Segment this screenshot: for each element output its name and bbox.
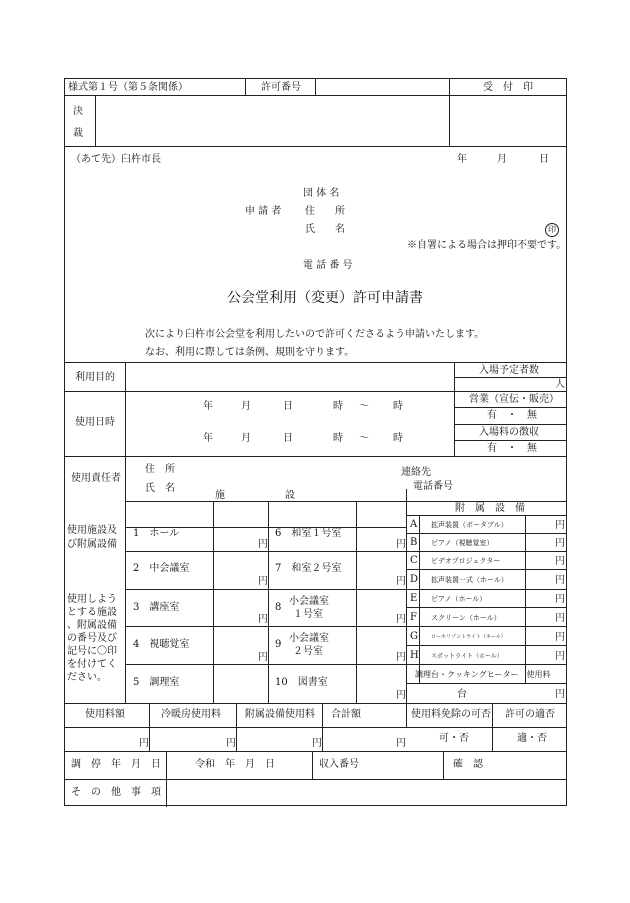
yen-mark: 円 [258, 652, 268, 663]
entry-fee-choice[interactable]: 有 ・ 無 [487, 443, 537, 454]
rule [125, 626, 566, 627]
rule [443, 751, 444, 779]
applicant-phone-label: 電 話 番 号 [303, 260, 353, 271]
rule [406, 533, 566, 534]
date-year: 年 [457, 154, 467, 165]
room-small-meeting-1-b: １号室 [293, 609, 323, 620]
facilities-note-3: 、附属設備 [67, 620, 117, 631]
rule [406, 569, 566, 570]
fee-equipment-label: 附属設備使用料 [245, 709, 315, 720]
permit-number-label: 許可番号 [261, 82, 301, 93]
business-choice[interactable]: 有 ・ 無 [487, 410, 537, 421]
rule [65, 703, 566, 704]
seal-note: ※自署による場合は押印不要です。 [407, 240, 567, 251]
facilities-note-4: の番号及び [67, 633, 117, 644]
rule [125, 589, 566, 590]
fee-exemption-label: 使用料免除の可否 [411, 709, 491, 720]
dt2-month: 月 [241, 433, 251, 444]
form-number: 様式第１号（第５条関係） [68, 82, 188, 93]
manager-label: 使用責任者 [71, 473, 121, 484]
confirm-label: 確 認 [453, 759, 483, 770]
manager-name-label: 氏 名 [145, 483, 175, 494]
yen-mark: 円 [396, 576, 406, 587]
equip-a-name: 拡声装置（ポータブル） [431, 521, 508, 529]
rule [268, 501, 269, 703]
reiwa-date: 令和 年 月 日 [195, 759, 275, 770]
addressee: （あて先）臼杵市長 [71, 154, 161, 165]
other-matters-label: そ の 他 事 項 [71, 787, 161, 798]
equip-b-letter[interactable]: B [410, 537, 418, 548]
fee-aircon-label: 冷暖房使用料 [161, 709, 221, 720]
rule [406, 683, 566, 684]
yen-mark: 円 [258, 539, 268, 550]
rule [454, 362, 455, 456]
manager-phone-label: 電話番号 [413, 481, 453, 492]
equip-e-letter[interactable]: E [410, 593, 418, 604]
equip-b-name: ピアノ（視聴覚室） [431, 539, 494, 547]
room-small-meeting-1-no[interactable]: 8 [275, 602, 282, 613]
cooking-equipment-label: 調理台・クッキングヒーター 使用料 [415, 670, 551, 679]
facility-header: 施 設 [215, 490, 295, 501]
facilities-note-7: ださい。 [67, 672, 107, 683]
rule [65, 727, 566, 728]
applicant-org-label: 団 体 名 [303, 188, 340, 199]
dt2-year: 年 [203, 433, 213, 444]
yen-mark: 円 [396, 652, 406, 663]
yen-mark: 円 [555, 594, 565, 605]
applicant-name-label: 氏 名 [305, 224, 345, 235]
rule [322, 703, 323, 751]
yen-mark: 円 [396, 690, 406, 701]
rule [95, 95, 96, 146]
applicant-label: 申 請 者 [245, 206, 282, 217]
equip-g-letter[interactable]: G [410, 631, 418, 642]
equip-h-letter[interactable]: H [410, 650, 419, 661]
facilities-note-6: を付けてく [67, 659, 117, 670]
yen-mark: 円 [396, 539, 406, 550]
room-av[interactable]: 4 視聴覚室 [133, 639, 190, 650]
adjustment-date-label: 調 停 年 月 日 [71, 759, 161, 770]
rule [419, 515, 420, 683]
receipt-stamp-label: 受 付 印 [483, 82, 533, 93]
yen-mark: 円 [258, 614, 268, 625]
yen-mark: 円 [555, 575, 565, 586]
yen-mark: 円 [555, 651, 565, 662]
rule [454, 440, 566, 441]
attendance-unit: 人 [555, 379, 565, 390]
room-small-meeting-2-a: 小会議室 [289, 633, 329, 644]
exemption-choice[interactable]: 可・否 [439, 733, 469, 744]
receipt-number-label: 収入番号 [319, 759, 359, 770]
yen-mark: 円 [555, 632, 565, 643]
intro-line-1: 次により臼杵市公会堂を利用したいので許可くださるよう申請いたします。 [145, 329, 485, 340]
rule [525, 515, 526, 683]
seal-mark: 印 [545, 223, 559, 237]
rule [125, 551, 566, 552]
room-hall[interactable]: 1 ホール [133, 528, 180, 539]
rule [166, 751, 167, 807]
rule [213, 501, 214, 703]
equip-h-name: スポットライト（ホール） [431, 653, 503, 660]
room-library[interactable]: 10 図書室 [275, 677, 328, 688]
rule [454, 377, 566, 378]
equip-c-letter[interactable]: C [410, 555, 418, 566]
facilities-label-1: 使用施設及 [67, 525, 117, 536]
rule [149, 703, 150, 751]
rule [125, 664, 566, 665]
dt1-tilde: ～ [359, 401, 369, 412]
rule [236, 703, 237, 751]
equip-f-letter[interactable]: F [410, 612, 417, 623]
yen-mark: 円 [258, 576, 268, 587]
dt1-hour-end: 時 [393, 401, 403, 412]
permit-number-field[interactable] [323, 81, 443, 93]
rule [449, 79, 450, 146]
yen-mark: 円 [396, 614, 406, 625]
room-cooking[interactable]: 5 調理室 [133, 677, 180, 688]
yen-mark: 円 [396, 738, 406, 749]
room-mid-meeting[interactable]: 2 中会議室 [133, 563, 190, 574]
equip-e-name: ピアノ（ホール） [431, 595, 487, 603]
business-label: 営業（宣伝・販売） [469, 394, 559, 405]
room-small-meeting-2-b: ２号室 [293, 646, 323, 657]
dt2-day: 日 [283, 433, 293, 444]
rule [312, 751, 313, 779]
date-day: 日 [539, 154, 549, 165]
rule [406, 607, 566, 608]
attendance-label: 入場予定者数 [479, 365, 539, 376]
applicant-address-label: 住 所 [305, 206, 345, 217]
decision-label-top: 決 [73, 106, 83, 117]
rule [406, 515, 566, 516]
rule [65, 456, 566, 457]
document-title: 公会堂利用（変更）許可申請書 [227, 290, 423, 306]
yen-mark: 円 [555, 556, 565, 567]
equip-f-name: スクリーン（ホール） [431, 614, 501, 622]
room-small-meeting-2-no[interactable]: 9 [275, 639, 282, 650]
rule [65, 362, 566, 363]
rule [454, 424, 566, 425]
rule [492, 703, 493, 751]
yen-mark: 円 [555, 538, 565, 549]
manager-contact-label: 連絡先 [401, 467, 431, 478]
room-washitsu-2[interactable]: 7 和室２号室 [275, 563, 342, 574]
yen-mark: 円 [555, 520, 565, 531]
entry-fee-label: 入場料の徴収 [479, 427, 539, 438]
propriety-choice[interactable]: 適・否 [517, 733, 547, 744]
rule [65, 391, 566, 392]
room-washitsu-1[interactable]: 6 和室１号室 [275, 528, 342, 539]
rule [315, 79, 316, 95]
yen-mark: 円 [555, 613, 565, 624]
rule [356, 501, 357, 703]
yen-mark: 円 [312, 738, 322, 749]
equip-d-letter[interactable]: D [410, 574, 419, 585]
rule [65, 146, 566, 147]
permit-propriety-label: 許可の適否 [505, 709, 555, 720]
dt2-hour: 時 [333, 433, 343, 444]
yen-mark: 円 [139, 738, 149, 749]
rule [65, 779, 566, 780]
rule [125, 362, 126, 703]
rule [406, 489, 407, 727]
rule [65, 95, 566, 96]
facilities-note-5: 記号に〇印 [67, 646, 117, 657]
room-lecture[interactable]: 3 講座室 [133, 602, 180, 613]
application-form [64, 78, 567, 806]
facilities-note-1: 使用しよう [67, 594, 117, 605]
facilities-note-2: とする施設 [67, 607, 117, 618]
yen-mark: 円 [226, 738, 236, 749]
other-matters-field[interactable] [171, 782, 561, 804]
dt2-hour-end: 時 [393, 433, 403, 444]
dt1-year: 年 [203, 401, 213, 412]
rule [406, 645, 566, 646]
rule [65, 751, 566, 752]
room-small-meeting-1-a: 小会議室 [289, 596, 329, 607]
manager-address-label: 住 所 [145, 464, 175, 475]
yen-mark: 円 [555, 689, 565, 700]
equip-g-name: ローホリゾントライト（ホール） [431, 634, 506, 640]
datetime-label: 使用日時 [75, 417, 115, 428]
date-month: 月 [497, 154, 507, 165]
dt2-tilde: ～ [359, 433, 369, 444]
purpose-label: 利用目的 [75, 372, 115, 383]
intro-line-2: なお、利用に際しては条例、規則を守ります。 [145, 347, 355, 358]
equip-a-letter[interactable]: A [410, 519, 418, 530]
rule [125, 501, 566, 502]
rule [454, 407, 566, 408]
cooking-unit: 台 [457, 689, 467, 700]
fee-usage-label: 使用料額 [85, 709, 125, 720]
rule [245, 79, 246, 95]
equip-c-name: ビデオプロジェクター [431, 557, 501, 565]
dt1-hour: 時 [333, 401, 343, 412]
dt1-day: 日 [283, 401, 293, 412]
equip-d-name: 拡声装置一式（ホール） [431, 576, 508, 584]
decision-label-bottom: 裁 [73, 128, 83, 139]
dt1-month: 月 [241, 401, 251, 412]
fee-total-label: 合計額 [331, 709, 361, 720]
purpose-field[interactable] [131, 365, 449, 387]
facilities-label-2: び附属設備 [67, 539, 117, 550]
equipment-header: 附 属 設 備 [455, 503, 525, 514]
